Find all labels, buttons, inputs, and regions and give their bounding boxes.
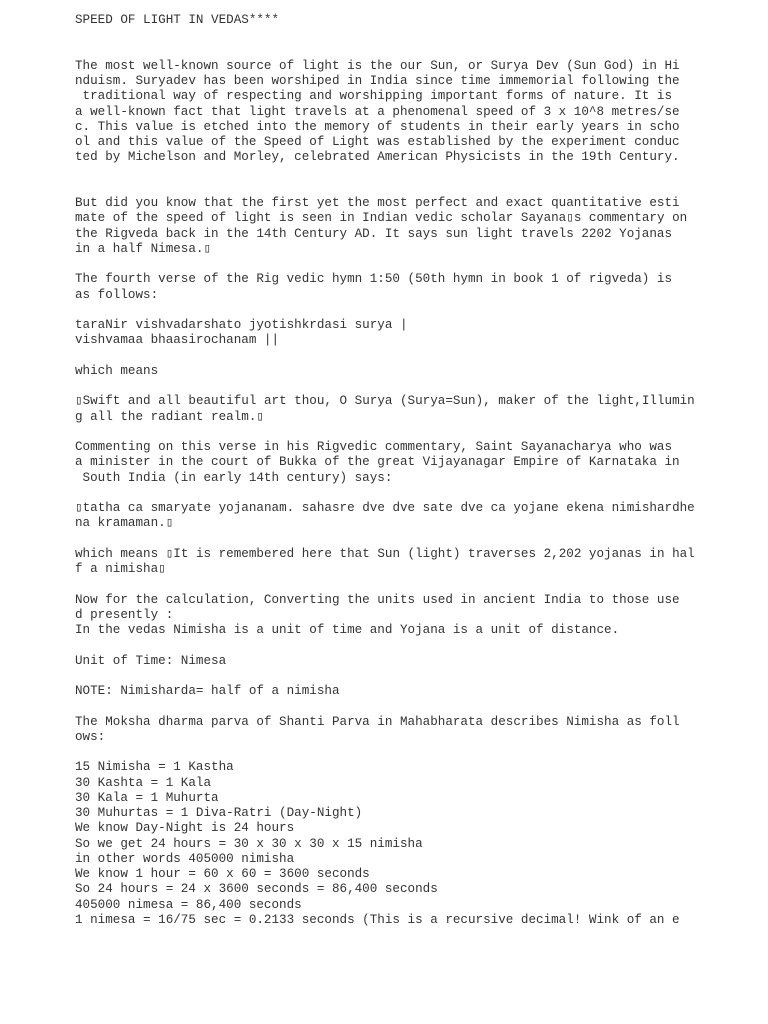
paragraph <box>75 59 755 166</box>
text-line: 15 Nimisha = 1 Kastha <box>75 760 234 775</box>
paragraph <box>75 196 755 257</box>
text-line: the Rigveda back in the 14th Century AD. It says sun light travels 2202 Yojanas <box>75 226 673 241</box>
paragraph <box>75 440 755 486</box>
paragraph <box>75 715 755 746</box>
blank-line <box>75 379 755 394</box>
text-line: So 24 hours = 24 x 3600 seconds = 86,400 seconds <box>75 882 438 897</box>
text-line: ▯tatha ca smaryate yojananam. sahasre dve dve sate dve ca yojane ekena nimishardhe <box>75 501 695 515</box>
text-line: 405000 nimesa = 86,400 seconds <box>75 897 302 912</box>
text-line: In the vedas Nimisha is a unit of time and Yojana is a unit of distance. <box>75 623 620 637</box>
blank-line <box>75 257 755 272</box>
paragraph <box>75 547 755 578</box>
text-line: 30 Kashta = 1 Kala <box>75 775 212 790</box>
text-line: We know Day-Night is 24 hours <box>75 821 295 836</box>
text-line: na kramaman.▯ <box>75 516 174 531</box>
paragraph <box>75 272 755 303</box>
text-line: f a nimisha▯ <box>75 562 166 576</box>
paragraph <box>75 684 755 699</box>
text-line: vishvamaa bhaasirochanam || <box>75 333 280 348</box>
text-line: The fourth verse of the Rig vedic hymn 1:50 (50th hymn in book 1 of rigveda) is <box>75 272 673 287</box>
text-line: d presently : <box>75 607 174 622</box>
text-line: Now for the calculation, Converting the units used in ancient India to those use <box>75 592 680 607</box>
text-line: But did you know that the first yet the most perfect and exact quantitative esti <box>75 196 680 210</box>
blank-line <box>75 532 755 547</box>
text-line: mate of the speed of light is seen in Indian vedic scholar Sayana▯s commentary on <box>75 211 688 226</box>
text-line: ▯Swift and all beautiful art thou, O Surya (Surya=Sun), maker of the light,Illumin <box>75 394 695 409</box>
text-line: Unit of Time: Nimesa <box>75 653 227 668</box>
text-line: traditional way of respecting and worshipping important forms of nature. It is <box>75 89 673 104</box>
text-line: 30 Muhurtas = 1 Diva-Ratri (Day-Night) <box>75 806 363 820</box>
paragraph <box>75 394 755 425</box>
blank-line <box>75 425 755 440</box>
text-line: 30 Kala = 1 Muhurta <box>75 790 219 805</box>
text-line: ows: <box>75 729 106 744</box>
blank-line <box>75 166 755 181</box>
paragraph <box>75 654 755 669</box>
paragraph <box>75 760 755 928</box>
text-line: in a half Nimesa.▯ <box>75 241 212 256</box>
blank-line <box>75 44 755 59</box>
text-line: nduism. Suryadev has been worshiped in India since time immemorial following the <box>75 74 680 88</box>
text-line: We know 1 hour = 60 x 60 = 3600 seconds <box>75 867 370 881</box>
text-line: The most well-known source of light is the our Sun, or Surya Dev (Sun God) in Hi <box>75 58 680 73</box>
text-line: a minister in the court of Bukka of the great Vijayanagar Empire of Karnataka in <box>75 455 680 470</box>
blank-line <box>75 181 755 196</box>
blank-line <box>75 577 755 592</box>
blank-line <box>75 303 755 318</box>
text-line: South India (in early 14th century) says: <box>75 470 393 485</box>
paragraph <box>75 501 755 532</box>
text-line: ted by Michelson and Morley, celebrated American Physicists in the 19th Century. <box>75 150 680 165</box>
blank-line <box>75 349 755 364</box>
document-title: SPEED OF LIGHT IN VEDAS**** <box>75 13 280 27</box>
paragraph <box>75 593 755 639</box>
text-line: which means <box>75 363 159 378</box>
document-page <box>75 13 755 928</box>
blank-line <box>75 699 755 714</box>
text-line: as follows: <box>75 287 159 302</box>
text-line: 1 nimesa = 16/75 sec = 0.2133 seconds (This is a recursive decimal! Wink of an e <box>75 912 680 927</box>
blank-line <box>75 638 755 653</box>
text-line: ol and this value of the Speed of Light was established by the experiment conduc <box>75 135 680 149</box>
text-line: taraNir vishvadarshato jyotishkrdasi surya | <box>75 318 408 332</box>
text-line: which means ▯It is remembered here that Sun (light) traverses 2,202 yojanas in hal <box>75 546 695 561</box>
text-line: Commenting on this verse in his Rigvedic commentary, Saint Sayanacharya who was <box>75 440 673 454</box>
paragraph <box>75 364 755 379</box>
text-line: a well-known fact that light travels at a phenomenal speed of 3 x 10^8 metres/se <box>75 104 680 119</box>
text-line: NOTE: Nimisharda= half of a nimisha <box>75 684 340 698</box>
document-body <box>75 28 755 928</box>
paragraph <box>75 318 755 349</box>
text-line: The Moksha dharma parva of Shanti Parva in Mahabharata describes Nimisha as foll <box>75 714 680 729</box>
blank-line <box>75 745 755 760</box>
blank-line <box>75 28 755 43</box>
blank-line <box>75 486 755 501</box>
blank-line <box>75 669 755 684</box>
text-line: So we get 24 hours = 30 x 30 x 30 x 15 nimisha <box>75 836 423 851</box>
text-line: c. This value is etched into the memory of students in their early years in scho <box>75 119 680 134</box>
text-line: g all the radiant realm.▯ <box>75 409 264 424</box>
text-line: in other words 405000 nimisha <box>75 851 295 866</box>
